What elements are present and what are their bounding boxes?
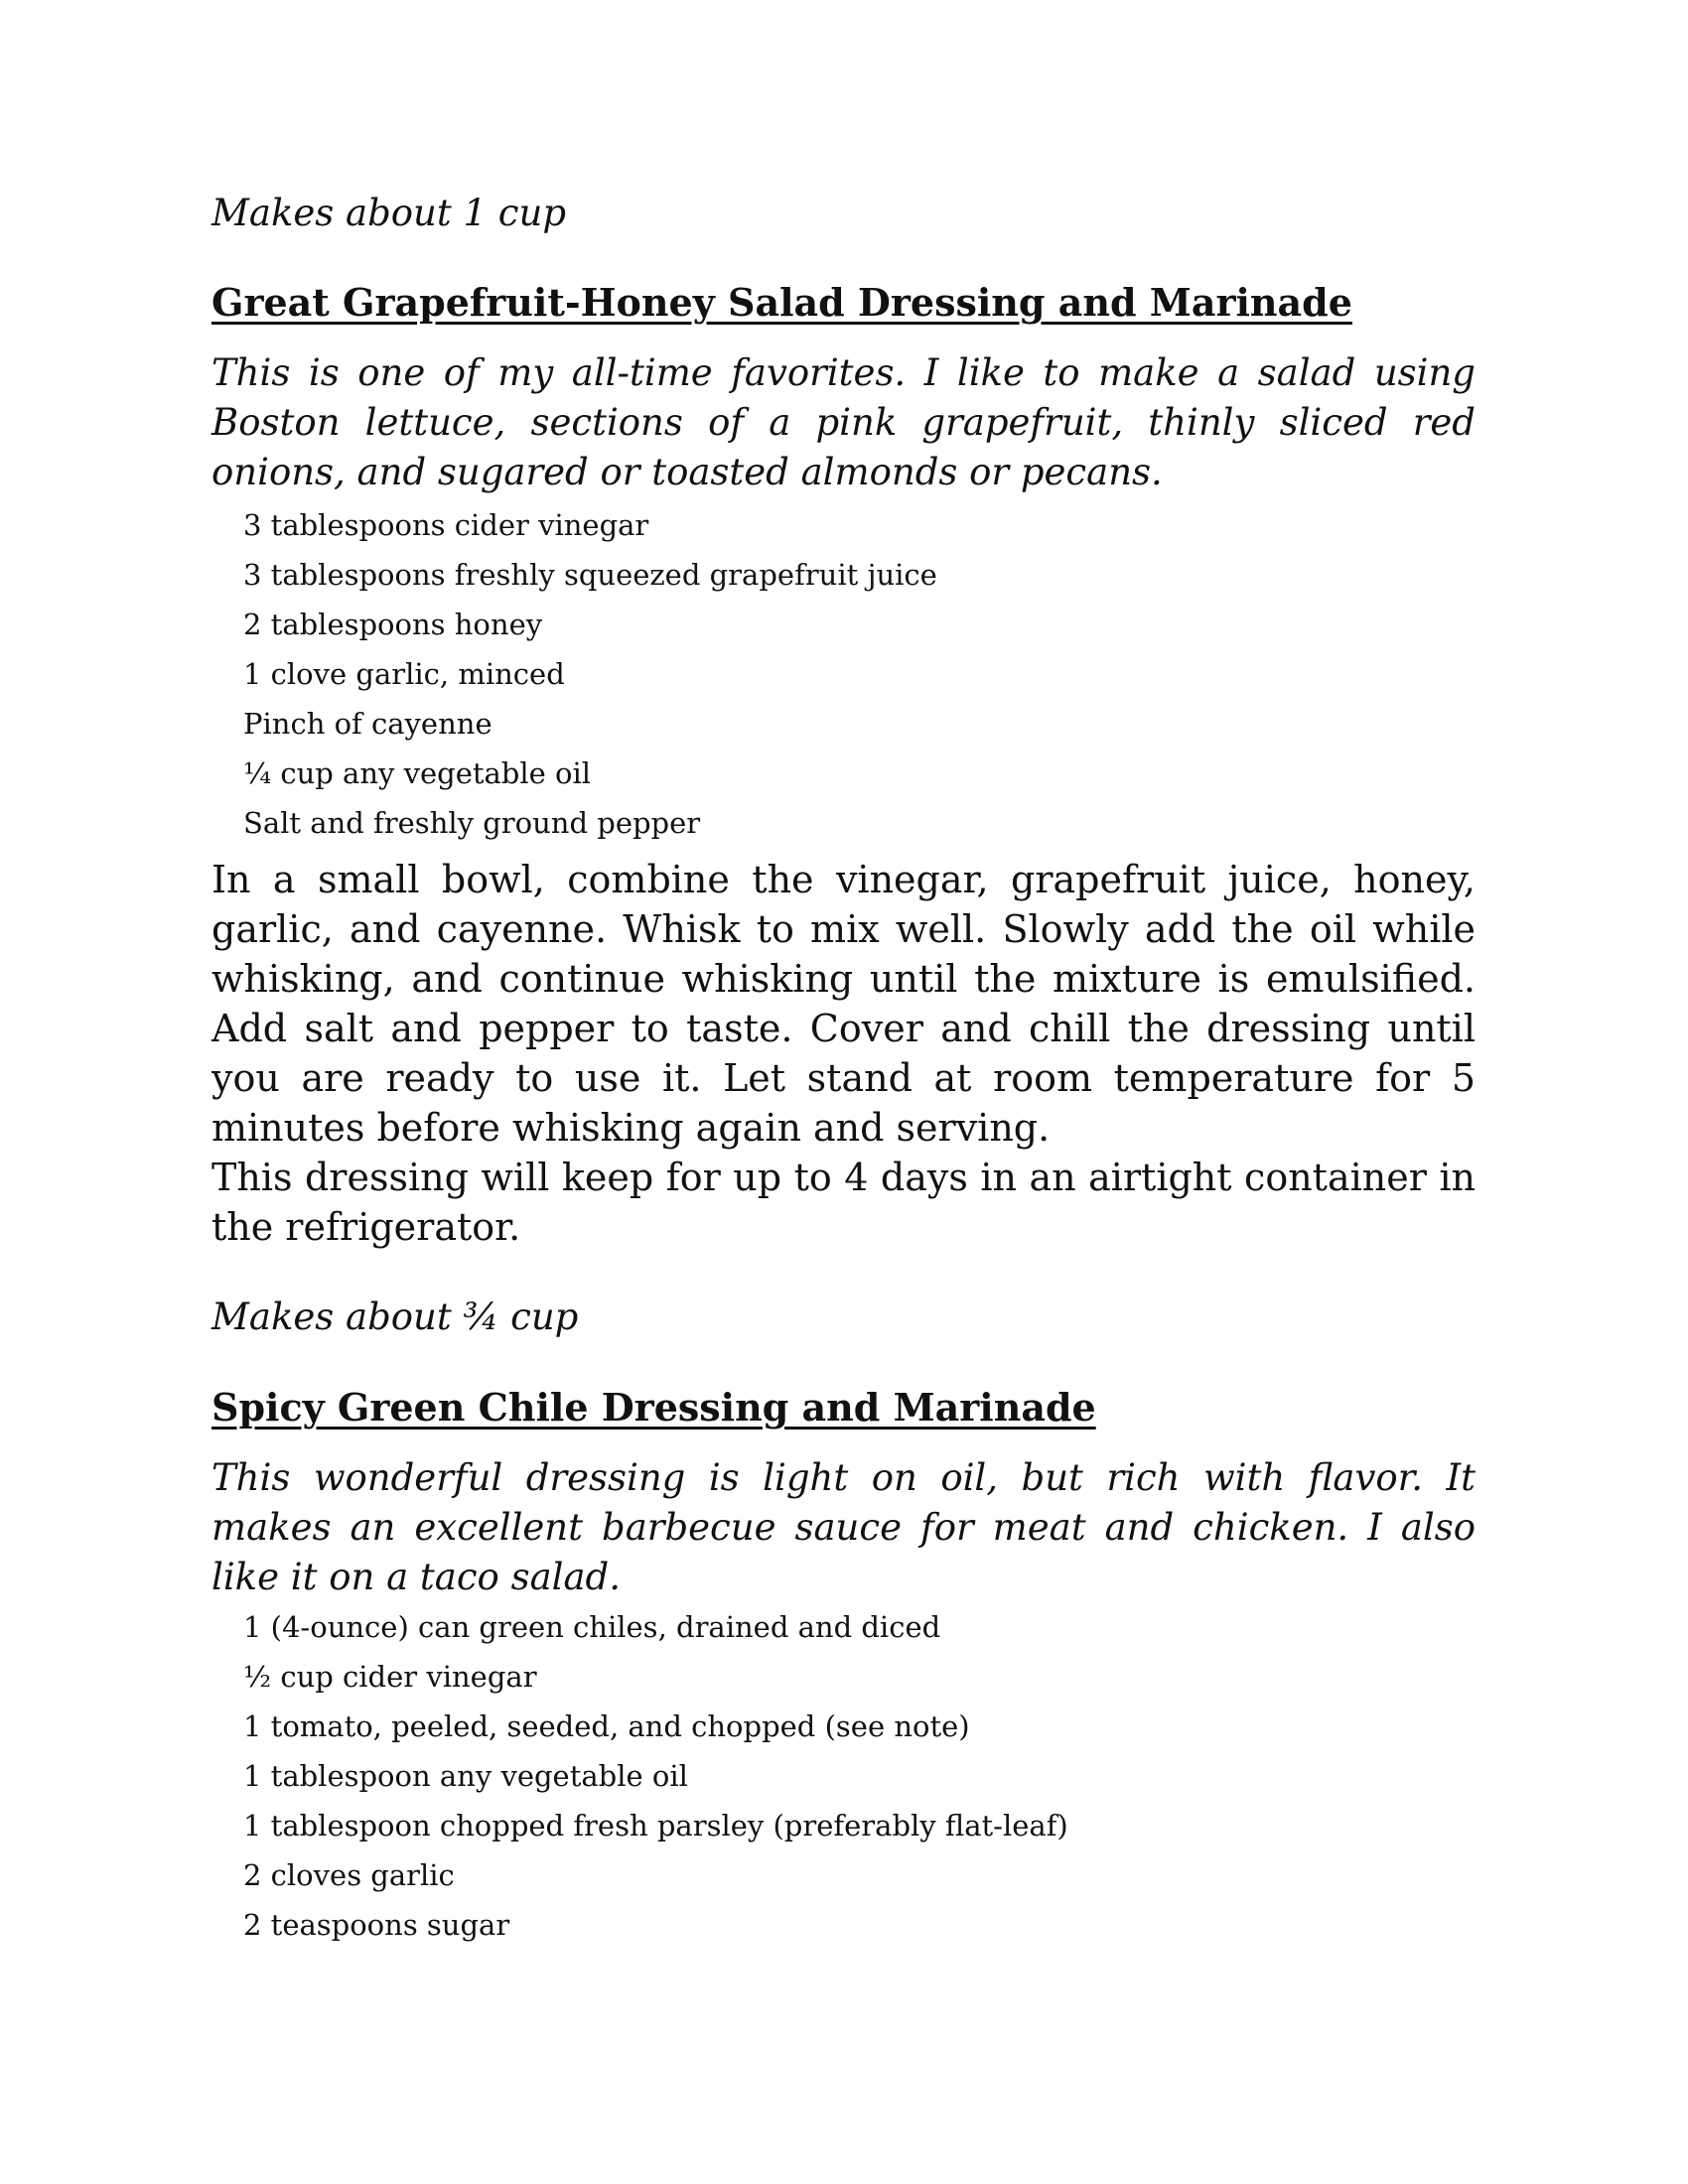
ingredient-item: Pinch of cayenne [243,707,492,741]
ingredient-item: ¼ cup any vegetable oil [243,756,592,790]
ingredient-list-grapefruit-honey [211,500,1476,848]
ingredient-item: 3 tablespoons cider vinegar [243,508,649,542]
ingredient-item: 1 tablespoon chopped fresh parsley (preferably flat-leaf) [243,1809,1068,1843]
ingredient-item: 2 tablespoons honey [243,608,543,641]
recipe-title-grapefruit-honey: Great Grapefruit-Honey Salad Dressing and Marinade [211,280,1352,325]
ingredient-item: 2 teaspoons sugar [243,1908,510,1942]
ingredient-item: 1 tablespoon any vegetable oil [243,1759,688,1793]
recipe-intro-green-chile: This wonderful dressing is light on oil, but rich with flavor. It makes an excellent barbecue sauce for meat and chicken. I also like it on a taco salad. [211,1456,1476,1598]
ingredient-item: 1 tomato, peeled, seeded, and chopped (see note) [243,1709,970,1743]
recipe-storage-note: This dressing will keep for up to 4 days in an airtight container in the refrigerator. [211,1156,1476,1249]
document-page [211,189,1476,1950]
recipe-intro-grapefruit-honey: This is one of my all-time favorites. I like to make a salad using Boston lettuce, sections of a pink grapefruit, thinly sliced red onions, and sugared or toasted almonds or pecans. [211,351,1476,493]
ingredient-item: 2 cloves garlic [243,1858,455,1892]
ingredient-item: Salt and freshly ground pepper [243,806,701,840]
recipe-method-grapefruit-honey: In a small bowl, combine the vinegar, grapefruit juice, honey, garlic, and cayenne. Whisk to mix well. Slowly add the oil while whisking, and continue whisking until the mixture is emulsified. Add salt and pepper to taste. Cover and chill the dressing until you are ready to use it. Let stand at room temperature for 5 minutes before whisking again and serving. [211,858,1476,1150]
ingredient-list-green-chile [211,1602,1476,1950]
yield-previous-recipe: Makes about 1 cup [211,192,567,234]
recipe-title-green-chile: Spicy Green Chile Dressing and Marinade [211,1385,1096,1430]
ingredient-item: 1 clove garlic, minced [243,657,565,691]
yield-grapefruit-honey: Makes about ¾ cup [211,1296,579,1338]
ingredient-item: 3 tablespoons freshly squeezed grapefruit juice [243,558,937,592]
ingredient-item: ½ cup cider vinegar [243,1660,537,1694]
ingredient-item: 1 (4-ounce) can green chiles, drained and diced [243,1610,941,1644]
